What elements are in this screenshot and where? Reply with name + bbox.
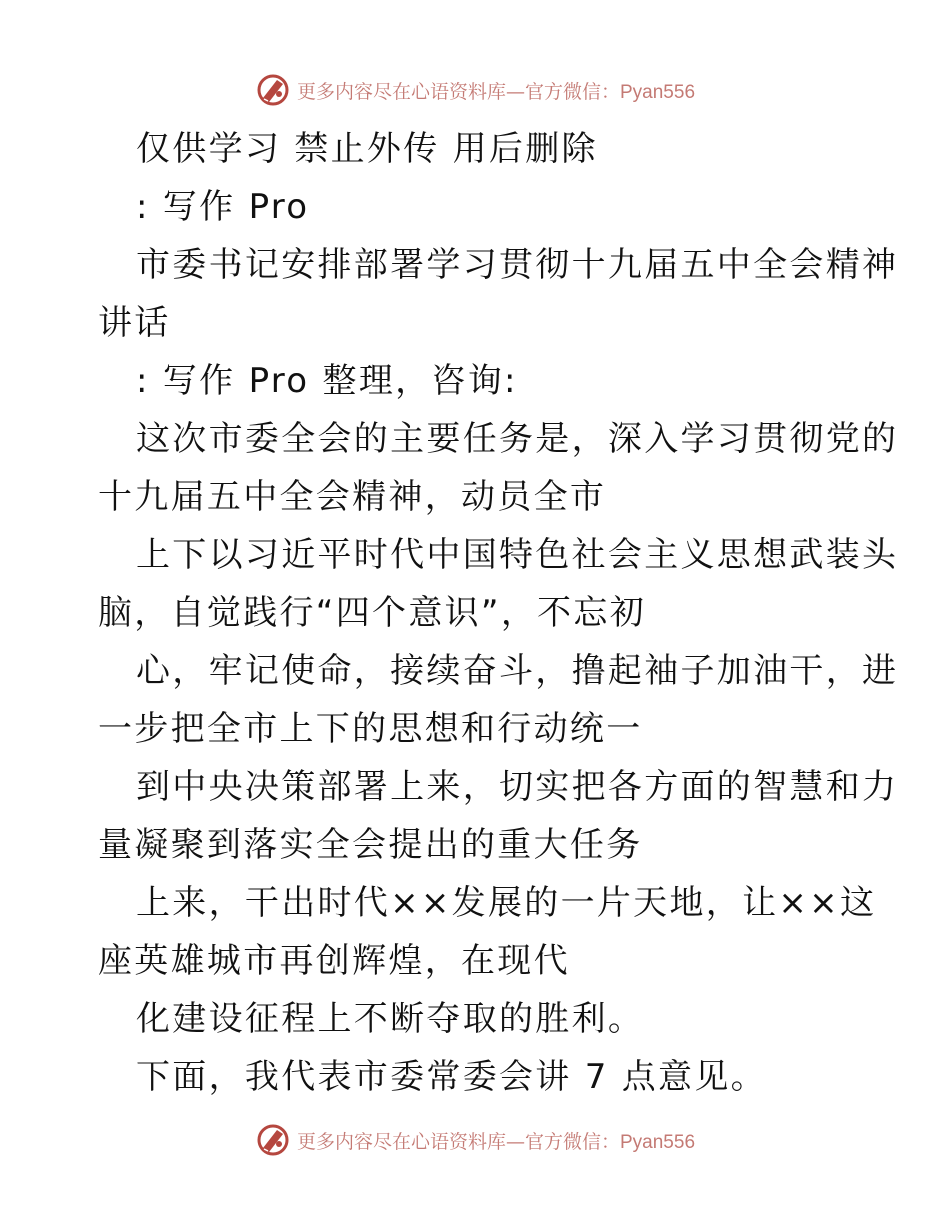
paragraph-line: : 写作 Pro	[136, 187, 310, 227]
wechat-id: Pyan556	[620, 81, 696, 103]
paragraph-line: 心，牢记使命，接续奋斗，撸起袖子加油干，进	[136, 651, 899, 691]
banner-slogan: 更多内容尽在心语资料库—官方微信：	[296, 80, 620, 103]
paragraph-line: 一步把全市上下的思想和行动统一	[98, 709, 643, 749]
paragraph-line: 上来，干出时代××发展的一片天地，让××这	[136, 883, 877, 923]
paragraph-line: 脑，自觉践行“四个意识”，不忘初	[98, 593, 647, 633]
paragraph-line: 上下以习近平时代中国特色社会主义思想武装头	[136, 535, 899, 575]
document-body	[98, 120, 899, 1106]
paragraph-line: : 写作 Pro 整理，咨询:	[136, 361, 518, 401]
paragraph-line: 市委书记安排部署学习贯彻十九届五中全会精神	[136, 245, 899, 285]
paragraph-line: 化建设征程上不断夺取的胜利。	[136, 999, 645, 1039]
header-banner	[0, 70, 950, 110]
pen-seal-logo-icon	[255, 1122, 291, 1158]
paragraph-line: 仅供学习 禁止外传 用后删除	[136, 129, 598, 169]
paragraph-line: 十九届五中全会精神，动员全市	[98, 477, 607, 517]
paragraph-line: 讲话	[98, 303, 171, 343]
paragraph-line: 这次市委全会的主要任务是，深入学习贯彻党的	[136, 419, 899, 459]
wechat-id: Pyan556	[620, 1131, 696, 1153]
footer-banner	[0, 1120, 950, 1160]
footer-banner-text	[297, 1127, 695, 1154]
paragraph-line: 到中央决策部署上来，切实把各方面的智慧和力	[136, 767, 899, 807]
header-banner-text	[297, 77, 695, 104]
paragraph-line: 下面，我代表市委常委会讲 7 点意见。	[136, 1057, 767, 1097]
paragraph-line: 量凝聚到落实全会提出的重大任务	[98, 825, 643, 865]
pen-seal-logo-icon	[255, 72, 291, 108]
banner-slogan: 更多内容尽在心语资料库—官方微信：	[296, 1130, 620, 1153]
paragraph-line: 座英雄城市再创辉煌，在现代	[98, 941, 570, 981]
